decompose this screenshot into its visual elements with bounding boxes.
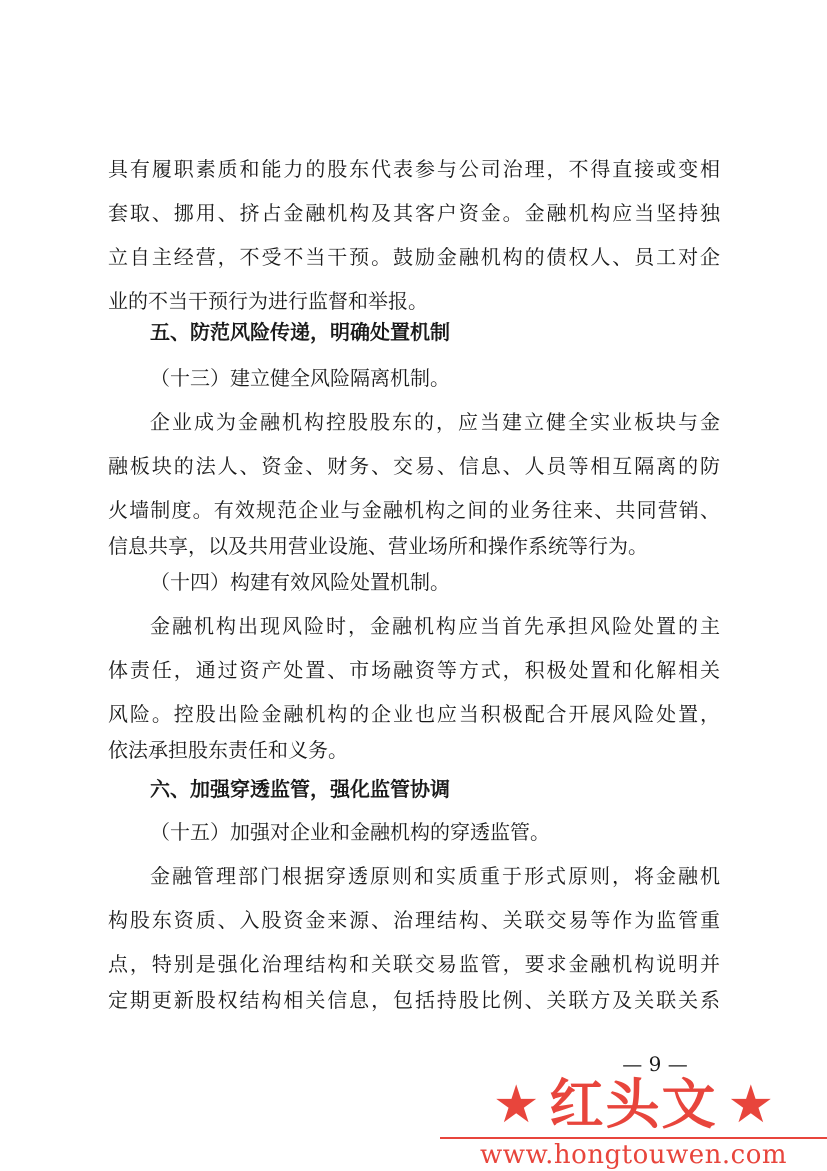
watermark	[440, 1075, 827, 1170]
watermark-title: 红头文	[549, 1073, 718, 1136]
body-line-4: 业的不当干预行为进行监督和举报。	[108, 289, 428, 313]
body-line-13: 体责任，通过资产处置、市场融资等方式，积极处置和化解相关	[108, 658, 720, 682]
subsection-heading-14: （十四）构建有效风险处置机制。	[150, 570, 450, 594]
section-heading-6: 六、加强穿透监管，强化监管协调	[150, 777, 450, 801]
body-line-21: 定期更新股权结构相关信息，包括持股比例、关联方及关联关系	[108, 988, 720, 1012]
body-line-12: 金融机构出现风险时，金融机构应当首先承担风险处置的主	[150, 614, 720, 638]
body-line-10: 信息共享，以及共用营业设施、营业场所和操作系统等行为。	[108, 534, 648, 558]
watermark-url: www.hongtouwen.com	[479, 1140, 788, 1170]
body-line-14: 风险。控股出险金融机构的企业也应当积极配合开展风险处置，	[108, 702, 720, 726]
body-line-3: 立自主经营，不受不当干预。鼓励金融机构的债权人、员工对企	[108, 245, 720, 269]
body-line-8: 融板块的法人、资金、财务、交易、信息、人员等相互隔离的防	[108, 454, 720, 478]
body-line-19: 构股东资质、入股资金来源、治理结构、关联交易等作为监管重	[108, 908, 720, 932]
body-line-9: 火墙制度。有效规范企业与金融机构之间的业务往来、共同营销、	[108, 498, 720, 522]
body-line-20: 点，特别是强化治理结构和关联交易监管，要求金融机构说明并	[108, 952, 720, 976]
page-number: — 9 —	[622, 1052, 688, 1076]
body-line-1: 具有履职素质和能力的股东代表参与公司治理，不得直接或变相	[108, 157, 720, 181]
subsection-heading-13: （十三）建立健全风险隔离机制。	[150, 366, 450, 390]
section-heading-5: 五、防范风险传递，明确处置机制	[150, 320, 450, 344]
star-icon: ★	[727, 1075, 775, 1135]
body-line-7: 企业成为金融机构控股股东的，应当建立健全实业板块与金	[150, 410, 720, 434]
subsection-heading-15: （十五）加强对企业和金融机构的穿透监管。	[150, 820, 550, 844]
body-line-2: 套取、挪用、挤占金融机构及其客户资金。金融机构应当坚持独	[108, 201, 720, 225]
star-icon: ★	[492, 1075, 540, 1135]
body-line-15: 依法承担股东责任和义务。	[108, 738, 348, 762]
watermark-title-row	[440, 1075, 827, 1135]
body-line-18: 金融管理部门根据穿透原则和实质重于形式原则，将金融机	[150, 864, 720, 888]
